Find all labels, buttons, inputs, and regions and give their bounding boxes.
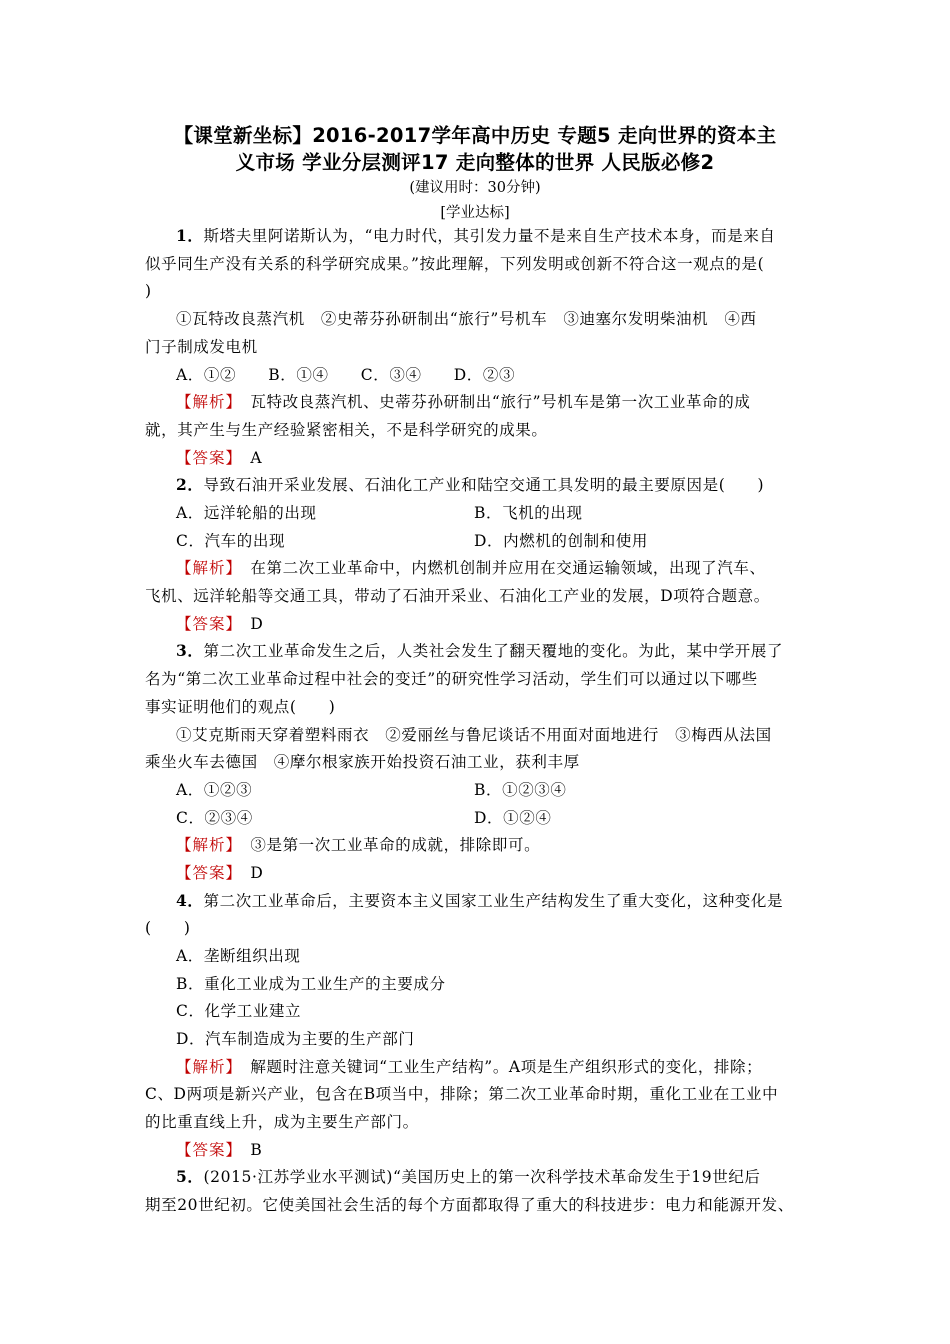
q2-analysis-line-2: 飞机、远洋轮船等交通工具，带动了石油开采业、石油化工产业的发展，D项符合题意。: [145, 587, 770, 605]
title-line-2: 义市场 学业分层测评17 走向整体的世界 人民版必修2: [235, 151, 715, 174]
q1-stem-line-2: 似乎同生产没有关系的科学研究成果。”按此理解，下列发明或创新不符合这一观点的是(: [145, 255, 765, 273]
q3-stem-line-1: 3．第二次工业革命发生之后，人类社会发生了翻天覆地的变化。为此，某中学开展了: [176, 641, 784, 660]
section-heading: [学业达标]: [440, 205, 510, 221]
q1-items-line-1: ①瓦特改良蒸汽机 ②史蒂芬孙研制出“旅行”号机车 ③迪塞尔发明柴油机 ④西: [176, 310, 757, 328]
analysis-label: 【解析】: [176, 559, 235, 577]
document-title: [100, 122, 850, 176]
q5-number: 5．: [176, 1167, 204, 1186]
q2-option-a: A．远洋轮船的出现: [176, 504, 317, 522]
time-note: (建议用时：30分钟): [409, 180, 541, 196]
q4-option-a: A．垄断组织出现: [176, 947, 301, 965]
q1-answer: 【答案】 A: [176, 449, 263, 467]
answer-label: 【答案】: [176, 615, 235, 633]
q3-items-line-2: 乘坐火车去德国 ④摩尔根家族开始投资石油工业，获利丰厚: [145, 753, 580, 771]
q4-stem-line-1: 4．第二次工业革命后，主要资本主义国家工业生产结构发生了重大变化，这种变化是: [176, 891, 784, 910]
q1-number: 1．: [176, 226, 204, 245]
q4-analysis-line-1: 【解析】 解题时注意关键词“工业生产结构”。A项是生产组织形式的变化，排除；: [176, 1058, 763, 1076]
q2-answer: 【答案】 D: [176, 615, 264, 633]
q1-analysis-line-2: 就，其产生与生产经验紧密相关，不是科学研究的成果。: [145, 421, 548, 439]
analysis-label: 【解析】: [176, 393, 235, 411]
q4-answer: 【答案】 B: [176, 1141, 263, 1159]
q2-analysis-line-1: 【解析】 在第二次工业革命中，内燃机创制并应用在交通运输领域，出现了汽车、: [176, 559, 766, 577]
q3-items-line-1: ①艾克斯雨天穿着塑料雨衣 ②爱丽丝与鲁尼谈话不用面对面地进行 ③梅西从法国: [176, 726, 772, 744]
q2-stem: 2．导致石油开采业发展、石油化工产业和陆空交通工具发明的最主要原因是( ): [176, 475, 765, 494]
q3-option-c: C．②③④: [176, 809, 253, 827]
q3-number: 3．: [176, 641, 204, 660]
q5-stem-line-2: 期至20世纪初。它使美国社会生活的每个方面都取得了重大的科技进步：电力和能源开发、: [145, 1196, 794, 1214]
answer-label: 【答案】: [176, 449, 235, 467]
q1-stem-line-1: 1．斯塔夫里阿诺斯认为，“电力时代，其引发力量不是来自生产技术本身，而是来自: [176, 226, 776, 245]
q2-option-c: C．汽车的出现: [176, 532, 286, 550]
q4-option-c: C．化学工业建立: [176, 1002, 302, 1020]
q2-option-b: B．飞机的出现: [474, 504, 583, 522]
answer-label: 【答案】: [176, 1141, 235, 1159]
q4-option-d: D．汽车制造成为主要的生产部门: [176, 1030, 415, 1048]
q3-stem-line-2: 名为“第二次工业革命过程中社会的变迁”的研究性学习活动，学生们可以通过以下哪些: [145, 670, 758, 688]
q3-stem-line-3: 事实证明他们的观点( ): [145, 698, 336, 716]
analysis-label: 【解析】: [176, 1058, 235, 1076]
title-line-1: 【课堂新坐标】2016-2017学年高中历史 专题5 走向世界的资本主: [173, 124, 777, 147]
q1-items-line-2: 门子制成发电机: [145, 338, 258, 356]
q3-option-d: D．①②④: [474, 809, 552, 827]
q4-analysis-line-3: 的比重直线上升，成为主要生产部门。: [145, 1113, 419, 1131]
q4-option-b: B．重化工业成为工业生产的主要成分: [176, 975, 446, 993]
analysis-label: 【解析】: [176, 836, 235, 854]
q5-stem-line-1: 5．(2015·江苏学业水平测试)“美国历史上的第一次科学技术革命发生于19世纪后: [176, 1167, 761, 1186]
q3-analysis: 【解析】 ③是第一次工业革命的成就，排除即可。: [176, 836, 541, 854]
q1-stem-line-3: ): [145, 282, 152, 300]
q4-stem-line-2: ( ): [145, 919, 191, 937]
q3-option-b: B．①②③④: [474, 781, 567, 799]
q4-number: 4．: [176, 891, 204, 910]
q1-options: A．①② B．①④ C．③④ D．②③: [176, 366, 516, 384]
q2-option-d: D．内燃机的创制和使用: [474, 532, 649, 550]
q3-answer: 【答案】 D: [176, 864, 264, 882]
q2-number: 2．: [176, 475, 204, 494]
answer-label: 【答案】: [176, 864, 235, 882]
q4-analysis-line-2: C、D两项是新兴产业，包含在B项当中，排除；第二次工业革命时期，重化工业在工业中: [145, 1085, 779, 1103]
q3-option-a: A．①②③: [176, 781, 253, 799]
q1-analysis-line-1: 【解析】 瓦特改良蒸汽机、史蒂芬孙研制出“旅行”号机车是第一次工业革命的成: [176, 393, 751, 411]
